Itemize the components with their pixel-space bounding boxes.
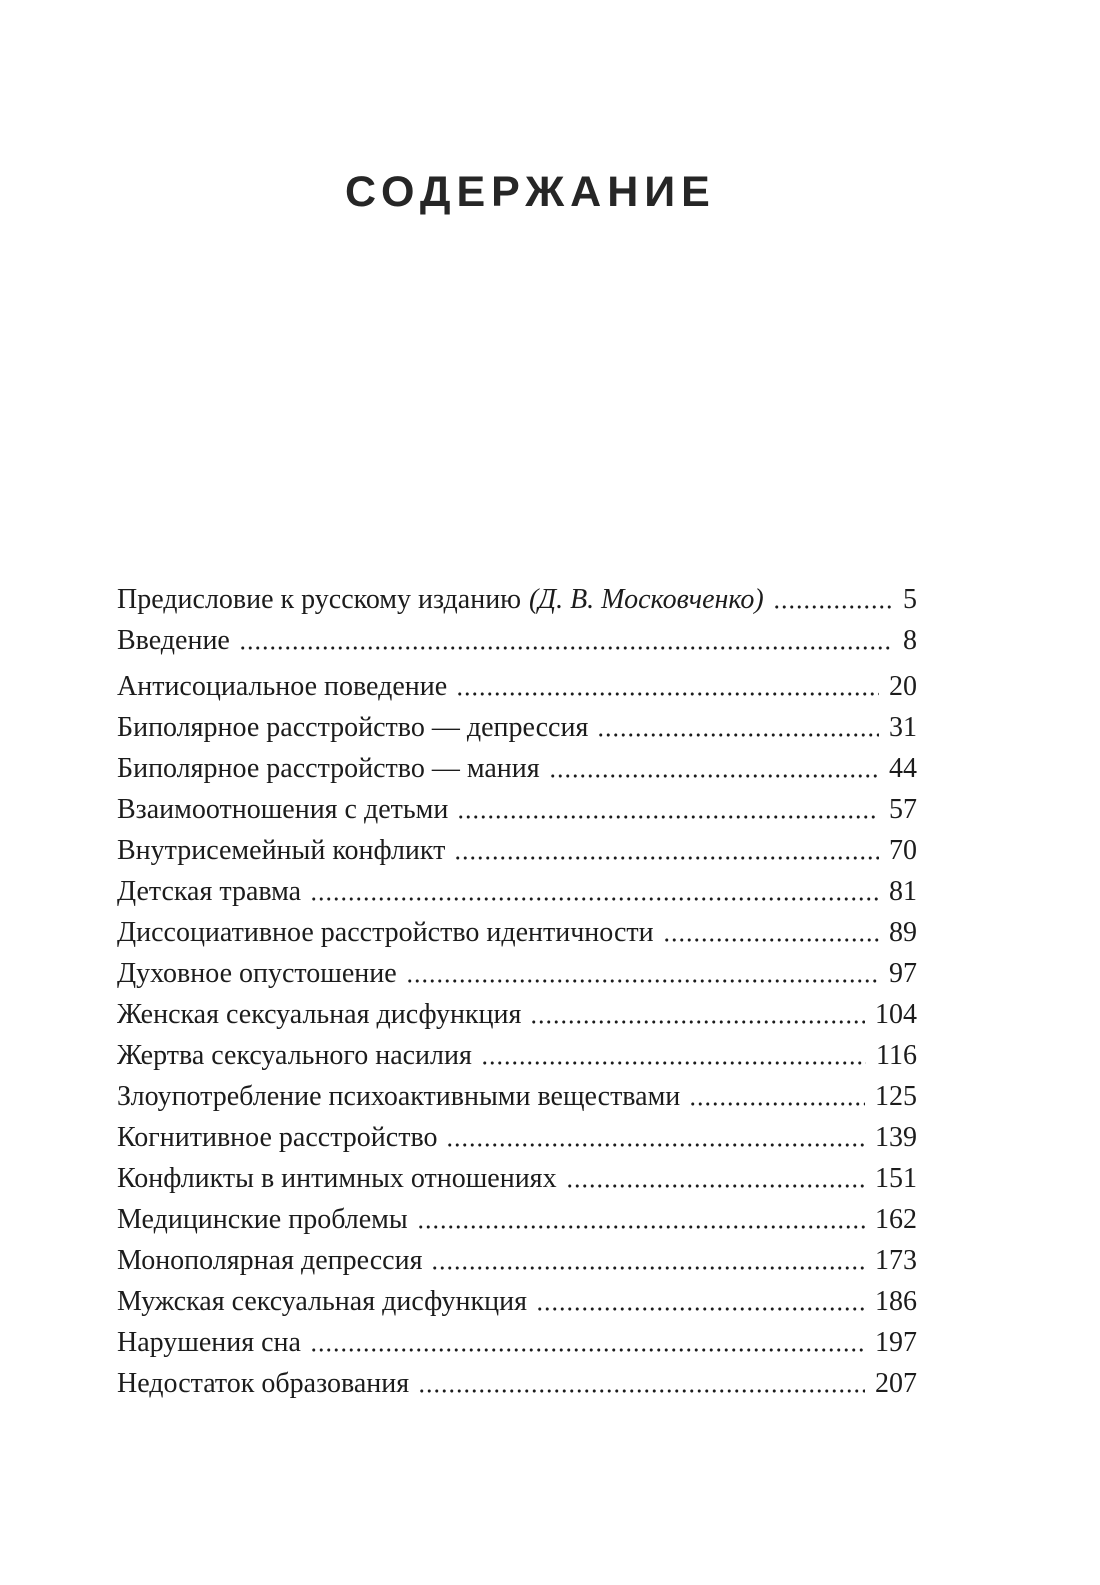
dot-leader	[549, 755, 879, 783]
toc-entry	[117, 1247, 917, 1275]
toc-entry-page: 57	[889, 794, 917, 825]
toc-entry	[117, 1206, 917, 1234]
toc-entry	[117, 837, 917, 865]
toc-entry-label: Предисловие к русскому изданию	[117, 584, 522, 615]
toc-entry-label: Медицинские проблемы	[117, 1204, 408, 1235]
toc-entry	[117, 919, 917, 947]
toc-entry	[117, 673, 917, 701]
toc-entry	[117, 1001, 917, 1029]
toc-entry-label: Конфликты в интимных отношениях	[117, 1163, 557, 1194]
toc-entry-label: Монополярная депрессия	[117, 1245, 423, 1276]
dot-leader	[597, 714, 879, 742]
toc-entry	[117, 878, 917, 906]
toc-entry-page: 186	[875, 1286, 917, 1317]
toc-entry-page: 116	[876, 1040, 917, 1071]
toc-entry-page: 207	[875, 1368, 917, 1399]
dot-leader	[446, 1124, 865, 1152]
dot-leader	[566, 1165, 865, 1193]
dot-leader	[431, 1247, 865, 1275]
toc-entry-page: 81	[889, 876, 917, 907]
toc-entry	[117, 1124, 917, 1152]
toc-entry-page: 89	[889, 917, 917, 948]
dot-leader	[406, 960, 879, 988]
toc-entry	[117, 1370, 917, 1398]
toc-entry	[117, 755, 917, 783]
toc-entry-label: Взаимоотношения с детьми	[117, 794, 449, 825]
dot-leader	[530, 1001, 865, 1029]
dot-leader	[536, 1288, 865, 1316]
toc-entry-page: 125	[875, 1081, 917, 1112]
toc-entry-label: Биполярное расстройство — мания	[117, 753, 540, 784]
dot-leader	[481, 1042, 866, 1070]
toc-entry-page: 197	[875, 1327, 917, 1358]
toc-entry-label: Антисоциальное поведение	[117, 671, 448, 702]
toc-entry	[117, 1165, 917, 1193]
toc-entry-page: 70	[889, 835, 917, 866]
toc-entry-page: 151	[875, 1163, 917, 1194]
toc-entry-page: 97	[889, 958, 917, 989]
dot-leader	[456, 673, 879, 701]
toc-entry-label: Когнитивное расстройство	[117, 1122, 438, 1153]
toc-entry-label: Введение	[117, 625, 230, 656]
toc-entry	[117, 627, 917, 655]
toc-entry-label: Нарушения сна	[117, 1327, 301, 1358]
dot-leader	[454, 837, 879, 865]
toc-entry-page: 139	[875, 1122, 917, 1153]
dot-leader	[239, 627, 893, 655]
toc-entry	[117, 714, 917, 742]
toc-entry-label: Диссоциативное расстройство идентичности	[117, 917, 654, 948]
toc-entry	[117, 1329, 917, 1357]
toc-entry-label: Жертва сексуального насилия	[117, 1040, 472, 1071]
toc-entry-page: 173	[875, 1245, 917, 1276]
toc-entry-label: Биполярное расстройство — депрессия	[117, 712, 589, 743]
page-title: СОДЕРЖАНИЕ	[345, 168, 716, 216]
dot-leader	[310, 1329, 865, 1357]
toc-entry-page: 104	[875, 999, 917, 1030]
toc-entry-label: Детская травма	[117, 876, 302, 907]
dot-leader	[417, 1206, 865, 1234]
toc-entry	[117, 960, 917, 988]
dot-leader	[663, 919, 879, 947]
toc-entry-label: Недостаток образования	[117, 1368, 410, 1399]
toc-entry-page: 8	[903, 625, 917, 656]
toc-entry	[117, 1042, 917, 1070]
toc-entry-label: Женская сексуальная дисфункция	[117, 999, 522, 1030]
toc-entry	[117, 796, 917, 824]
toc-entry	[117, 586, 917, 614]
toc-entry	[117, 1288, 917, 1316]
dot-leader	[773, 586, 893, 614]
toc-entry-label: Духовное опустошение	[117, 958, 397, 989]
dot-leader	[457, 796, 879, 824]
toc-entry-label: Злоупотребление психоактивными веществами	[117, 1081, 681, 1112]
dot-leader	[418, 1370, 865, 1398]
toc-entry-page: 162	[875, 1204, 917, 1235]
toc-entry	[117, 1083, 917, 1111]
toc-entry-page: 5	[903, 584, 917, 615]
dot-leader	[310, 878, 879, 906]
toc-entry-page: 44	[889, 753, 917, 784]
toc-entry-author: (Д. В. Московченко)	[528, 584, 764, 615]
dot-leader	[689, 1083, 865, 1111]
toc-entry-label: Внутрисемейный конфликт	[117, 835, 446, 866]
toc-entry-page: 20	[889, 671, 917, 702]
toc-entry-page: 31	[889, 712, 917, 743]
toc-entry-label: Мужская сексуальная дисфункция	[117, 1286, 527, 1317]
toc-list	[117, 586, 917, 1411]
